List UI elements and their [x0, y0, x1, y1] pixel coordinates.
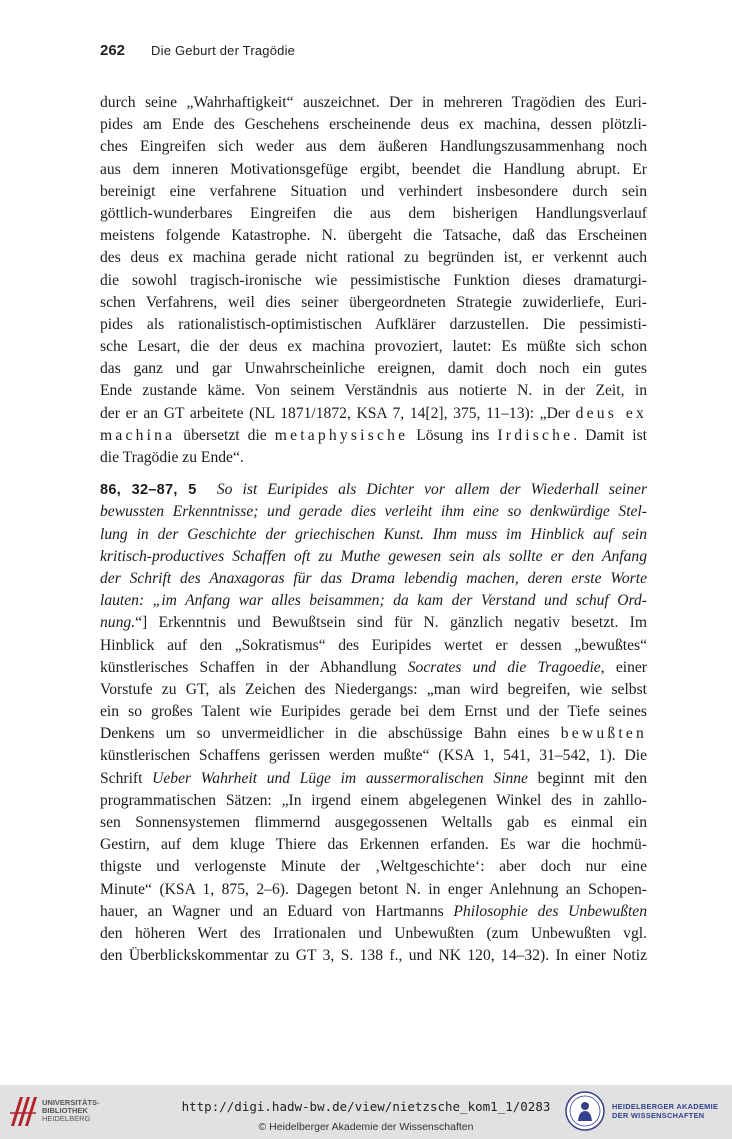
text-line	[100, 501, 647, 523]
text-line	[100, 723, 647, 745]
text-run: . Damit ist	[573, 426, 647, 444]
text-line	[100, 768, 647, 790]
text-line: sche Lesart, die der deus ex machina provoziert, lautet: Es müßte sich schon	[100, 338, 647, 356]
text-run: künstlerisches Schaffen in der Abhandlung	[100, 658, 408, 676]
text-line: thigste und verlogenste Minute der ‚Weltgeschichte‘: aber doch nur eine	[100, 858, 647, 876]
text-line	[100, 546, 647, 568]
academy-name	[612, 1102, 718, 1120]
text-line: den Überblickskommentar zu GT 3, S. 138 f., und NK 120, 14–32). In einer Notiz	[100, 947, 647, 965]
quotation-text: der Schrift des Anaxagoras für das Drama lebendig machen, deren erste Worte	[100, 569, 647, 587]
text-line: durch seine „Wahrhaftigkeit“ auszeichnet. Der in mehreren Tragödien des Euri-	[100, 94, 647, 111]
text-line: die Tragödie zu Ende“.	[100, 449, 244, 466]
academy-seal-icon	[565, 1091, 605, 1131]
quotation-text: nung.	[100, 614, 136, 632]
text-line: programmatischen Sätzen: „In irgend einem abgelegenen Winkel des in zahllo-	[100, 791, 647, 809]
text-line	[100, 425, 647, 447]
text-run: “] Erkenntnis und Bewußtsein sind für N. gänzlich negativ besetzt. Im	[135, 614, 647, 632]
spaced-text: machina	[100, 426, 176, 444]
text-line: des deus ex machina gerade nicht rational zu begründen ist, er verkennt auch	[100, 249, 647, 267]
line-reference: 86, 32–87, 5	[100, 482, 197, 499]
text-line: das ganz und gar Unwahrscheinliche ereignen, damit doch noch ein gutes	[100, 360, 647, 378]
text-line: den höheren Wert des Irrationalen und Unbewußten (zum Unbewußten vgl.	[100, 924, 647, 942]
text-line: Gestirn, auf dem kluge Thiere das Erkennen erfanden. Es war die hochmü-	[100, 836, 647, 854]
text-line: aus dem inneren Motivationsgefüge ergibt, beendet die Handlung abrupt. Er	[100, 160, 647, 178]
quotation-text: lauten: „im Anfang war alles beisammen; da kam der Verstand und schuf Ord-	[100, 592, 647, 610]
text-run: , einer	[600, 658, 647, 676]
text-line	[100, 901, 647, 923]
text-line: Minute“ (KSA 1, 875, 2–6). Dagegen betont N. in enger Anlehnung an Schopen-	[100, 880, 647, 898]
spaced-text: bewußten	[560, 725, 647, 743]
text-line: ches Eingreifen sich weder aus dem äußeren Handlungszusammenhang noch	[100, 138, 647, 156]
work-title: Ueber Wahrheit und Lüge im aussermoralischen Sinne	[152, 769, 528, 787]
text-line: Hinblick auf den „Sokratismus“ des Euripides wertet er dessen „bewußtes“	[100, 636, 647, 654]
text-line: pides am Ende des Geschehens erscheinende deus ex machina, dessen plötzli-	[100, 116, 647, 134]
quotation-text: lung in der Geschichte der griechischen Kunst. Ihm muss im Hinblick auf sein	[100, 525, 647, 543]
spaced-text: metaphysische	[274, 426, 409, 444]
text-line: sen Sonnensystemen flimmernd ausgegossenen Weltalls gab es einmal ein	[100, 814, 647, 831]
text-line: Vorstufe zu GT, als Zeichen des Niedergangs: „man wird begreifen, wie selbst	[100, 680, 647, 698]
text-line: künstlerischen Schaffens gerissen werden mußte“ (KSA 1, 541, 31–542, 1). Die	[100, 747, 647, 765]
running-head	[100, 42, 295, 59]
text-line	[100, 568, 647, 590]
text-run: Denkens um so unvermeidlicher in die abschüssige Bahn eines	[100, 725, 550, 743]
spaced-text: Irdische	[497, 426, 574, 444]
text-run: der er an GT arbeitete (NL 1871/1872, KSA 7, 14[2], 375, 11–13): „Der	[100, 404, 570, 422]
text-line: ein so großes Talent wie Euripides gerade bei dem Ernst und der Tiefe seines	[100, 703, 647, 721]
digitization-footer	[0, 1085, 732, 1139]
text-line: pides als rationalistisch-optimistischen Aufklärer darzustellen. Die pessimisti-	[100, 315, 647, 333]
work-title: Socrates und die Tragoedie	[407, 658, 601, 676]
text-line: meistens folgende Katastrophe. N. übergeht die Tatsache, daß das Erscheinen	[100, 227, 647, 245]
text-line: Ende zustande käme. Von seinem Verständnis aus notierte N. in der Zeit, in	[100, 382, 647, 400]
body-text	[100, 92, 647, 967]
text-line: schen Verfahrens, weil dies seiner übergeordneten Strategie zuwiderliefe, Euri-	[100, 293, 647, 311]
text-line: göttlich-wunderbares Eingreifen die aus dem bisherigen Handlungsverlauf	[100, 204, 647, 222]
text-line	[100, 524, 647, 546]
academy-name-line: DER WISSENSCHAFTEN	[612, 1111, 705, 1120]
quotation-text: kritisch-productives Schaffen oft zu Muthe gewesen sein als sollte er den Anfang	[100, 547, 647, 565]
text-run: beginnt mit den	[527, 769, 648, 787]
spaced-text: deus ex	[575, 404, 647, 422]
source-url-link[interactable]: http://digi.hadw-bw.de/view/nietzsche_kom1_1/0283	[181, 1099, 551, 1114]
text-line: bereinigt eine verfahrene Situation und verhindert insbesondere durch sein	[100, 182, 647, 200]
running-title: Die Geburt der Tragödie	[151, 43, 296, 58]
academy-name-line: HEIDELBERGER AKADEMIE	[612, 1102, 719, 1111]
text-run: Lösung ins	[408, 426, 498, 444]
library-name-line: HEIDELBERG	[42, 1114, 91, 1123]
copyright-notice: © Heidelberger Akademie der Wissenschaften	[258, 1121, 474, 1133]
text-run: Schrift	[100, 769, 153, 787]
library-name-line: UNIVERSITÄTS-	[42, 1098, 100, 1107]
quotation-text: So ist Euripides als Dichter vor allem der Wiederhall seiner	[216, 481, 648, 499]
text-line	[100, 479, 647, 501]
text-line: die sowohl tragisch-ironische wie pessimistische Funktion dieses dramaturgi-	[100, 271, 647, 289]
page-number: 262	[100, 42, 126, 59]
work-title: Philosophie des Unbewußten	[453, 902, 647, 920]
text-line	[100, 612, 647, 634]
text-line	[100, 657, 647, 679]
library-name-line: BIBLIOTHEK	[42, 1106, 88, 1115]
quotation-text: bewussten Erkenntnisse; und gerade dies verleiht ihm eine so denkwürdige Stel-	[100, 503, 647, 521]
text-run: hauer, an Wagner und an Eduard von Hartmanns	[100, 902, 454, 920]
text-line	[100, 403, 647, 425]
text-line	[100, 590, 647, 612]
text-run: übersetzt die	[175, 426, 275, 444]
